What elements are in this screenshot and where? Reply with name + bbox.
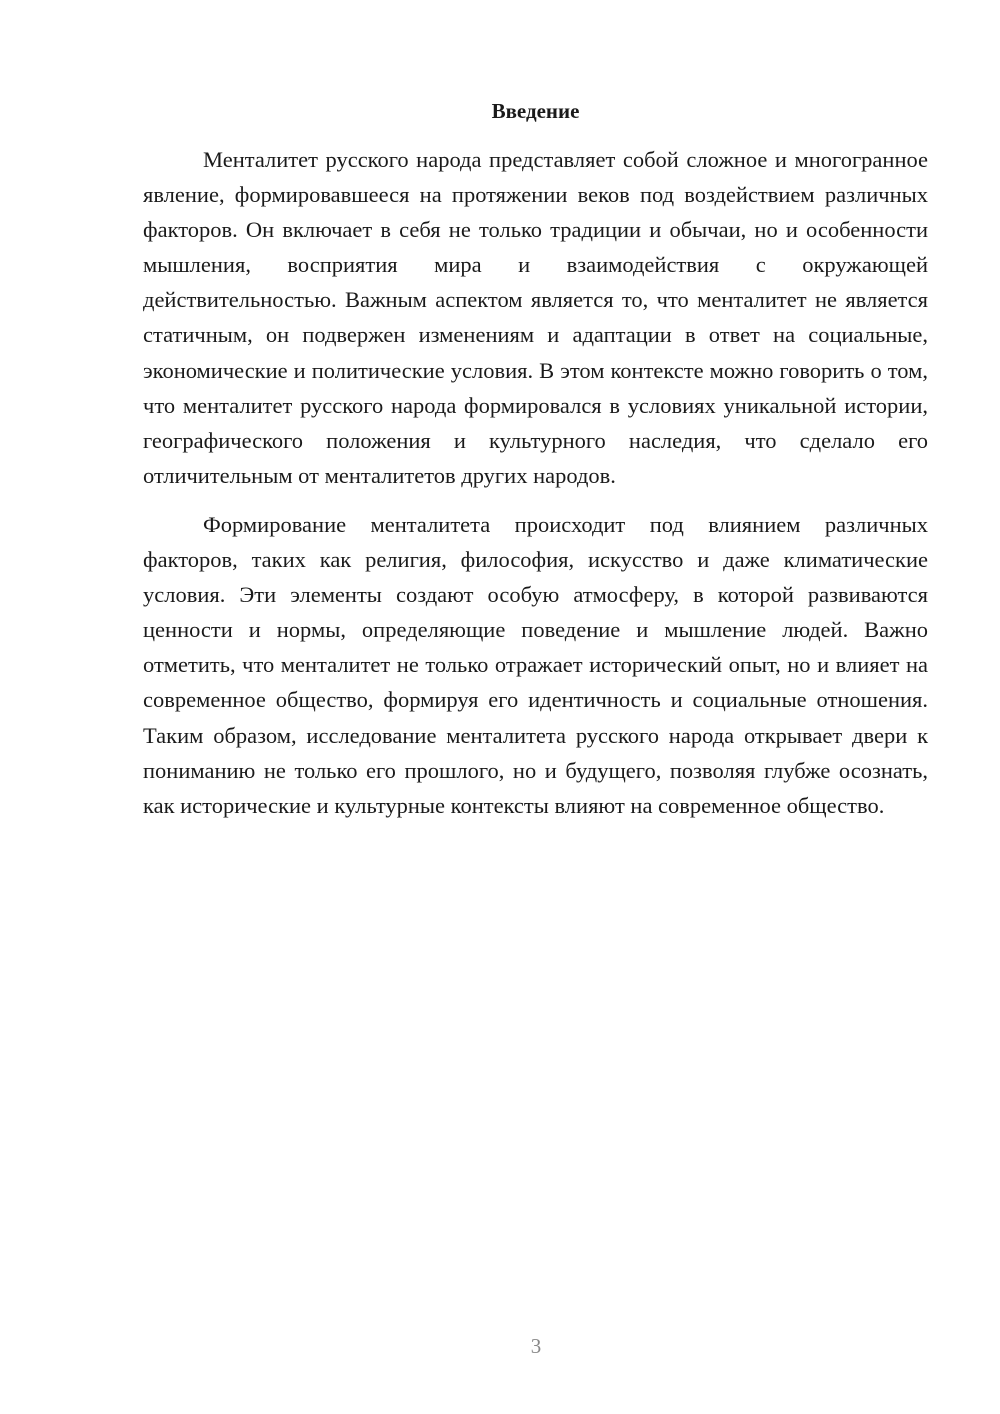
body-text: [143, 142, 928, 837]
section-heading: Введение: [491, 99, 580, 123]
paragraph-1: Менталитет русского народа представляет собой сложное и многогранное явление, формировавшееся на протяжении веков под воздействием различных факторов. Он включает в себя не только традиции и обычаи, но и особенности мышления, восприятия мира и взаимодействия с окружающей действительностью. Важным аспектом является то, что менталитет не является статичным, он подвержен изменениям и адаптации в ответ на социальные, экономические и политические условия. В этом контексте можно говорить о том, что менталитет русского народа формировался в условиях уникальной истории, географического положения и культурного наследия, что сделало его отличительным от менталитетов других народов.: [143, 147, 928, 488]
paragraph-2: Формирование менталитета происходит под влиянием различных факторов, таких как религия, философия, искусство и даже климатические условия. Эти элементы создают особую атмосферу, в которой развиваются ценности и нормы, определяющие поведение и мышление людей. Важно отметить, что менталитет не только отражает исторический опыт, но и влияет на современное общество, формируя его идентичность и социальные отношения. Таким образом, исследование менталитета русского народа открывает двери к пониманию не только его прошлого, но и будущего, позволяя глубже осознать, как исторические и культурные контексты влияют на современное общество.: [143, 511, 928, 818]
page-number: 3: [530, 1334, 542, 1358]
